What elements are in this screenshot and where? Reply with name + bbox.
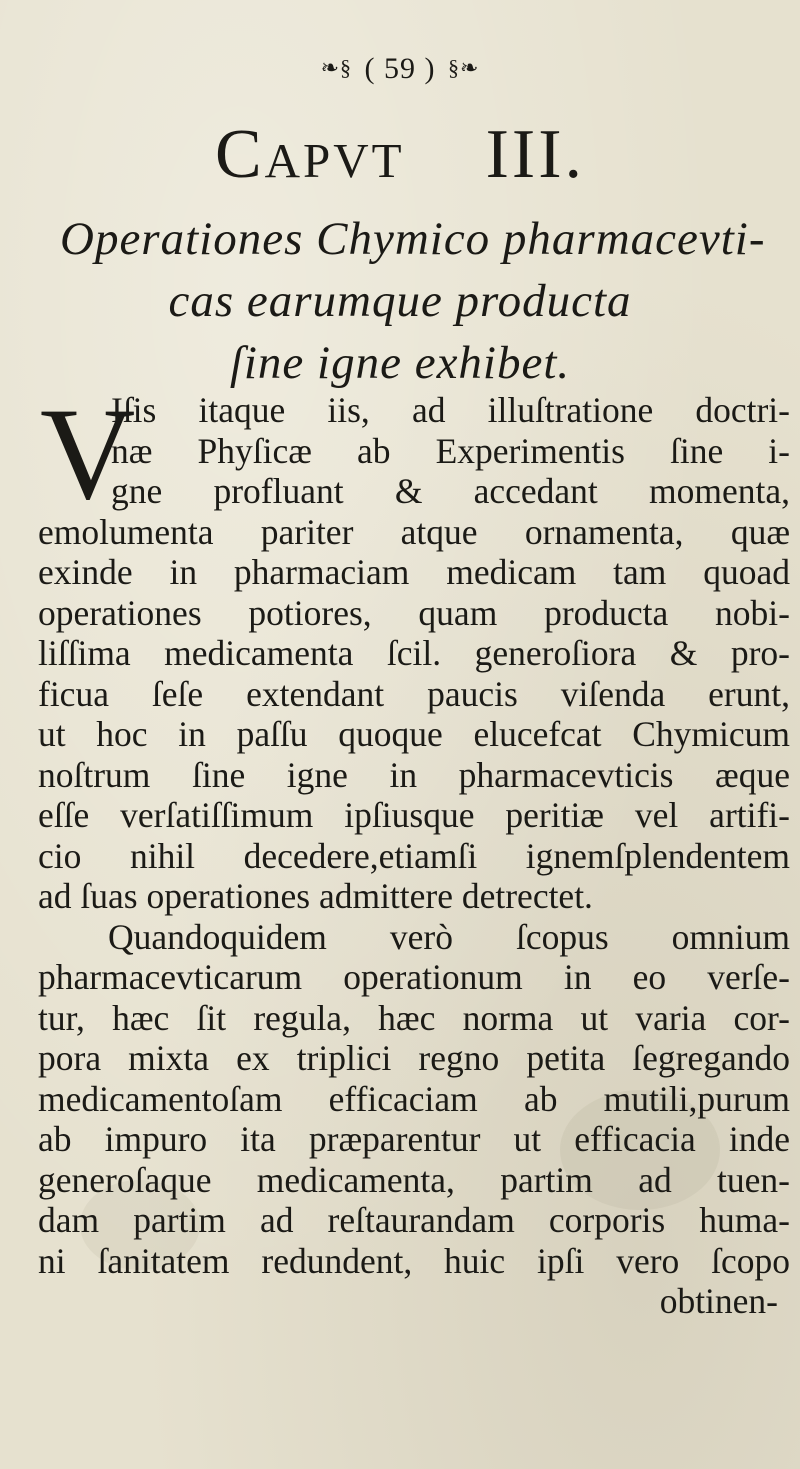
text-line: liſſima medicamenta ſcil. generoſiora & pro- — [38, 633, 790, 673]
text-line: medicamentoſam efficaciam ab mutili,purum — [38, 1078, 790, 1119]
ornament-right: §❧ — [447, 55, 480, 80]
text-line: ni ſanitatem redundent, huic ipſi vero ſcopo — [38, 1240, 790, 1281]
chapter-title — [0, 116, 800, 193]
subtitle-line-3: ſine igne exhibet. — [229, 337, 571, 389]
text-line: ad ſuas operationes admittere detrectet. — [38, 876, 593, 916]
text-line: dam partim ad reſtaurandam corporis huma- — [38, 1200, 790, 1240]
chapter-word: Capvt — [214, 116, 405, 193]
text-line: exinde in pharmaciam medicam tam quoad — [38, 552, 790, 592]
text-line: tur, hæc ſit regula, hæc norma ut varia cor- — [38, 997, 790, 1038]
text-line: noſtrum ſine igne in pharmacevticis æque — [38, 754, 790, 795]
subtitle-line-1: Operationes Chymico pharmacevti- — [60, 213, 766, 265]
drop-cap: V — [40, 380, 136, 527]
text-line: emolumenta pariter atque ornamenta, quæ — [38, 511, 790, 552]
subtitle-line-2: cas earumque producta — [168, 275, 632, 327]
text-line: cio nihil decedere,etiamſi ignemſplendentem — [38, 835, 790, 876]
text-line: ficua ſeſe extendant paucis viſenda erunt, — [38, 673, 790, 714]
text-line: ut hoc in paſſu quoque elucefcat Chymicum — [38, 714, 790, 754]
text-line: gne profluant & accedant momenta, — [111, 471, 790, 511]
page-number: ( 59 ) — [364, 52, 436, 85]
text-line: Iſis itaque iis, ad illuſtratione doctri- — [111, 390, 790, 430]
text-line: operationes potiores, quam producta nobi- — [38, 592, 790, 633]
chapter-numeral: III. — [485, 116, 586, 193]
running-head — [0, 52, 800, 86]
ornament-left: ❧§ — [320, 55, 352, 80]
catchword: obtinen- — [659, 1281, 778, 1321]
text-line: pora mixta ex triplici regno petita ſegregando — [38, 1038, 790, 1078]
text-line: pharmacevticarum operationum in eo verſe- — [38, 957, 790, 997]
text-line: eſſe verſatiſſimum ipſiusque peritiæ vel artifi- — [38, 795, 790, 835]
text-line: Quandoquidem verò ſcopus omnium — [108, 916, 790, 957]
text-line: ab impuro ita præparentur ut efficacia inde — [38, 1119, 790, 1159]
text-line: næ Phyſicæ ab Experimentis ſine i- — [111, 430, 790, 471]
body-text — [38, 380, 790, 1322]
chapter-subtitle — [60, 208, 766, 394]
text-line: generoſaque medicamenta, partim ad tuen- — [38, 1159, 790, 1200]
